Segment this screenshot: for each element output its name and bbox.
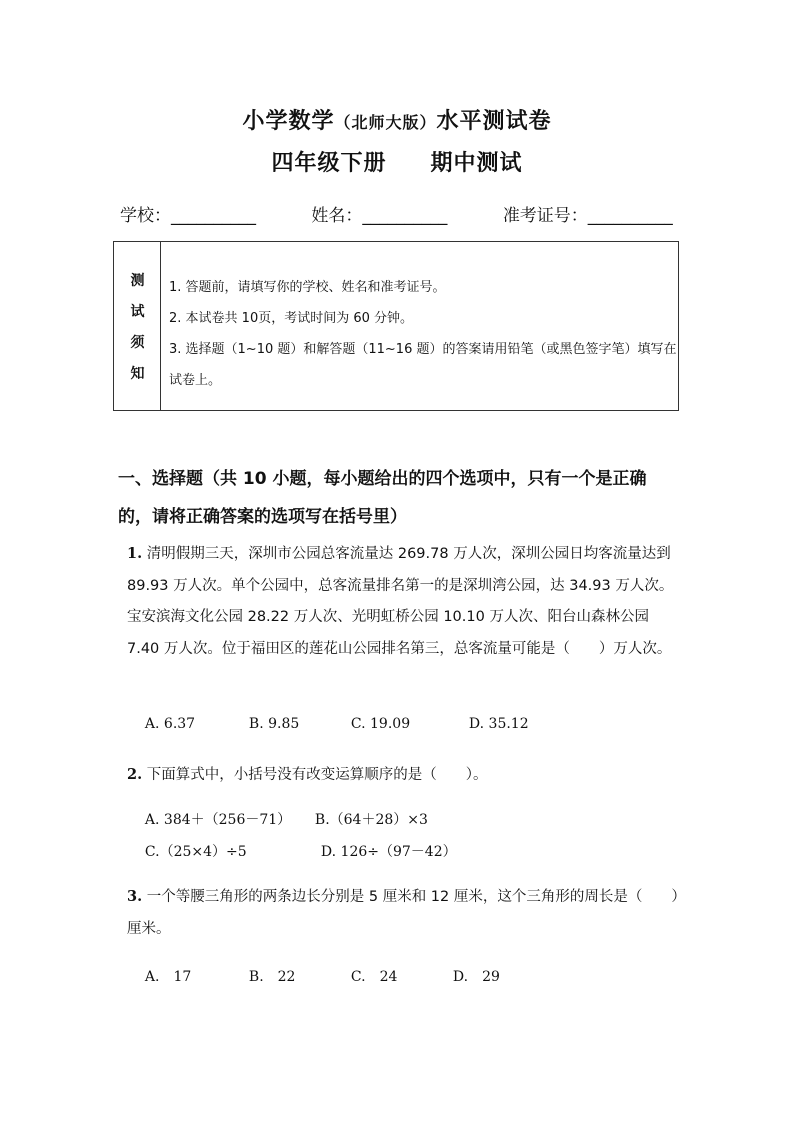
- label-char: 知: [130, 366, 145, 382]
- school-field[interactable]: 学校：__________: [120, 206, 256, 226]
- question-number: 2.: [127, 766, 143, 783]
- name-field[interactable]: 姓名：__________: [311, 206, 448, 226]
- label-char: 试: [130, 304, 145, 320]
- question-3-options: [136, 950, 500, 986]
- subtitle-grade: 四年级下册: [271, 151, 387, 176]
- subtitle-exam: 期中测试: [430, 151, 523, 176]
- exam-title: [0, 104, 794, 135]
- section-heading: 一、选择题（共 10 小题，每小题给出的四个选项中，只有一个是正确的，请将正确答案的选项写在括号里）: [118, 469, 647, 527]
- question-number: 3.: [127, 888, 143, 905]
- student-info-line: [120, 201, 673, 226]
- label-char: 测: [130, 273, 145, 289]
- question-text: 清明假期三天，深圳市公园总客流量达 269.78 万人次，深圳公园日均客流量达到 89.93 万人次。单个公园中，总客流量排名第一的是深圳湾公园，达 34.93 万人次。宝安滨海文化公园 28.22 万人次、光明虹桥公园 10.10 万人次、阳台山森林公园 7.40 万人次。位于福田区的莲花山公园排名第三，总客流量可能是（ ）万人次。: [127, 546, 674, 657]
- option-c[interactable]: C.（25×4）÷5: [144, 844, 247, 860]
- question-text: 下面算式中，小括号没有改变运算顺序的是（ ）。: [142, 767, 488, 783]
- option-b[interactable]: B. 22: [248, 969, 296, 985]
- option-b[interactable]: B. 9.85: [248, 716, 300, 732]
- question-text: 一个等腰三角形的两条边长分别是 5 厘米和 12 厘米，这个三角形的周长是（ ）厘米。: [127, 889, 679, 937]
- exam-id-field[interactable]: 准考证号：__________: [502, 206, 673, 226]
- question-1: [127, 538, 679, 665]
- option-a[interactable]: A. 6.37: [144, 716, 196, 732]
- instructions-list: [169, 272, 677, 396]
- title-edition: （北师大版）: [334, 113, 437, 132]
- instruction-item: 2. 本试卷共 10页，考试时间为 60 分钟。: [169, 311, 414, 326]
- option-c[interactable]: C. 24: [350, 969, 398, 985]
- option-a[interactable]: A. 17: [144, 969, 192, 985]
- instruction-item: 3. 选择题（1~10 题）和解答题（11~16 题）的答案请用铅笔（或黑色签字笔）填写在试卷上。: [169, 342, 677, 388]
- option-d[interactable]: D. 29: [452, 969, 500, 985]
- question-2-options-row2: [136, 825, 457, 861]
- title-end: 水平测试卷: [436, 109, 552, 134]
- title-main: 小学数学: [242, 109, 335, 134]
- instruction-item: 1. 答题前，请填写你的学校、姓名和准考证号。: [169, 280, 446, 295]
- option-d[interactable]: D. 126÷（97－42）: [320, 844, 457, 860]
- label-char: 须: [130, 335, 145, 351]
- question-2-options-row1: [136, 793, 428, 829]
- question-3: [127, 881, 679, 945]
- question-1-options: [136, 700, 529, 732]
- question-2: [127, 759, 679, 792]
- exam-instructions-box: [113, 241, 679, 411]
- question-number: 1.: [127, 545, 143, 562]
- option-b[interactable]: B.（64＋28）×3: [314, 812, 428, 828]
- option-c[interactable]: C. 19.09: [350, 716, 411, 732]
- option-d[interactable]: D. 35.12: [468, 716, 529, 732]
- instructions-label: [114, 242, 161, 410]
- exam-subtitle: [0, 146, 794, 177]
- option-a[interactable]: A. 384＋（256－71）: [144, 812, 292, 828]
